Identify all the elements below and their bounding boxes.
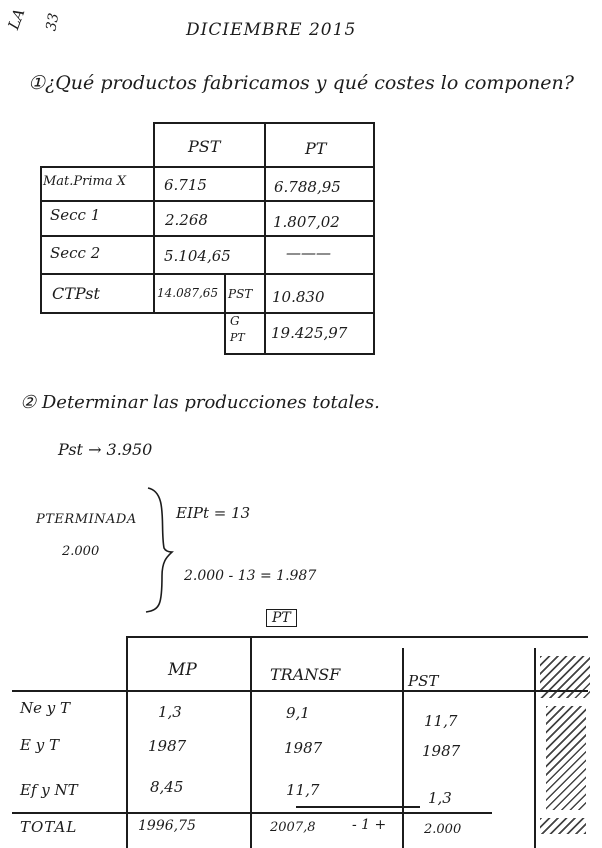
cell-value: 2.000 bbox=[424, 822, 462, 837]
cell-value: 8,45 bbox=[150, 778, 184, 796]
subtraction: 2.000 - 13 = 1.987 bbox=[184, 568, 317, 584]
row-label: Mat.Prima X bbox=[43, 174, 127, 189]
cell-value: 1,3 bbox=[428, 789, 452, 807]
scribble-mark bbox=[540, 818, 586, 834]
header-transf: TRANSF bbox=[270, 665, 341, 684]
row-label: Ne y T bbox=[20, 699, 71, 717]
cell-value: 1987 bbox=[148, 737, 187, 755]
row-label: Secc 2 bbox=[50, 244, 101, 262]
cell-value: 19.425,97 bbox=[271, 324, 348, 342]
row-label: CTPst bbox=[52, 284, 100, 303]
cell-dash: ——— bbox=[286, 244, 331, 262]
cell-pst-label: PST bbox=[228, 287, 253, 301]
question-2: ② Determinar las producciones totales. bbox=[20, 392, 380, 413]
cell-note: - 1 + bbox=[352, 817, 387, 833]
cell-value: 14.087,65 bbox=[157, 286, 219, 300]
cell-value: 1.807,02 bbox=[273, 213, 340, 231]
corner-mark-2: 33 bbox=[43, 11, 63, 33]
pst-line: Pst → 3.950 bbox=[58, 440, 153, 459]
p-terminada-value: 2.000 bbox=[62, 544, 100, 559]
header-mp: MP bbox=[168, 660, 197, 680]
brace bbox=[144, 486, 174, 616]
cell-value: 11,7 bbox=[424, 712, 458, 730]
row-label: TOTAL bbox=[20, 818, 78, 836]
row-label: E y T bbox=[20, 736, 59, 754]
row-label: Secc 1 bbox=[50, 206, 101, 224]
page-title: DICIEMBRE 2015 bbox=[186, 20, 357, 40]
question-1: ①¿Qué productos fabricamos y qué costes lo componen? bbox=[28, 72, 574, 94]
cell-pt-label: PT bbox=[230, 331, 245, 344]
header-pt: PT bbox=[305, 139, 327, 158]
cell-g-label: G bbox=[230, 314, 240, 328]
cell-value: 2.268 bbox=[165, 211, 208, 229]
ei-pt: EIPt = 13 bbox=[176, 504, 251, 522]
header-pst: PST bbox=[408, 672, 439, 690]
cell-value: 1,3 bbox=[158, 703, 182, 721]
cell-value: 6.788,95 bbox=[274, 178, 341, 196]
row-label: Ef y NT bbox=[20, 781, 78, 799]
p-terminada-label: PTERMINADA bbox=[36, 512, 137, 527]
cell-value: 5.104,65 bbox=[164, 247, 231, 265]
cell-value: 1987 bbox=[284, 739, 323, 757]
cell-value: 9,1 bbox=[286, 704, 310, 722]
cell-value: 11,7 bbox=[286, 781, 320, 799]
scribble-mark bbox=[546, 706, 586, 810]
scribble-mark bbox=[540, 656, 590, 698]
cell-value: 2007,8 bbox=[270, 820, 316, 835]
header-pst: PST bbox=[188, 137, 221, 156]
corner-mark-1: LA bbox=[4, 6, 29, 32]
cell-value: 6.715 bbox=[164, 176, 207, 194]
pt-box: PT bbox=[266, 609, 297, 627]
cell-value: 1996,75 bbox=[138, 818, 196, 834]
cell-value: 10.830 bbox=[272, 288, 325, 306]
cell-value: 1987 bbox=[422, 742, 461, 760]
